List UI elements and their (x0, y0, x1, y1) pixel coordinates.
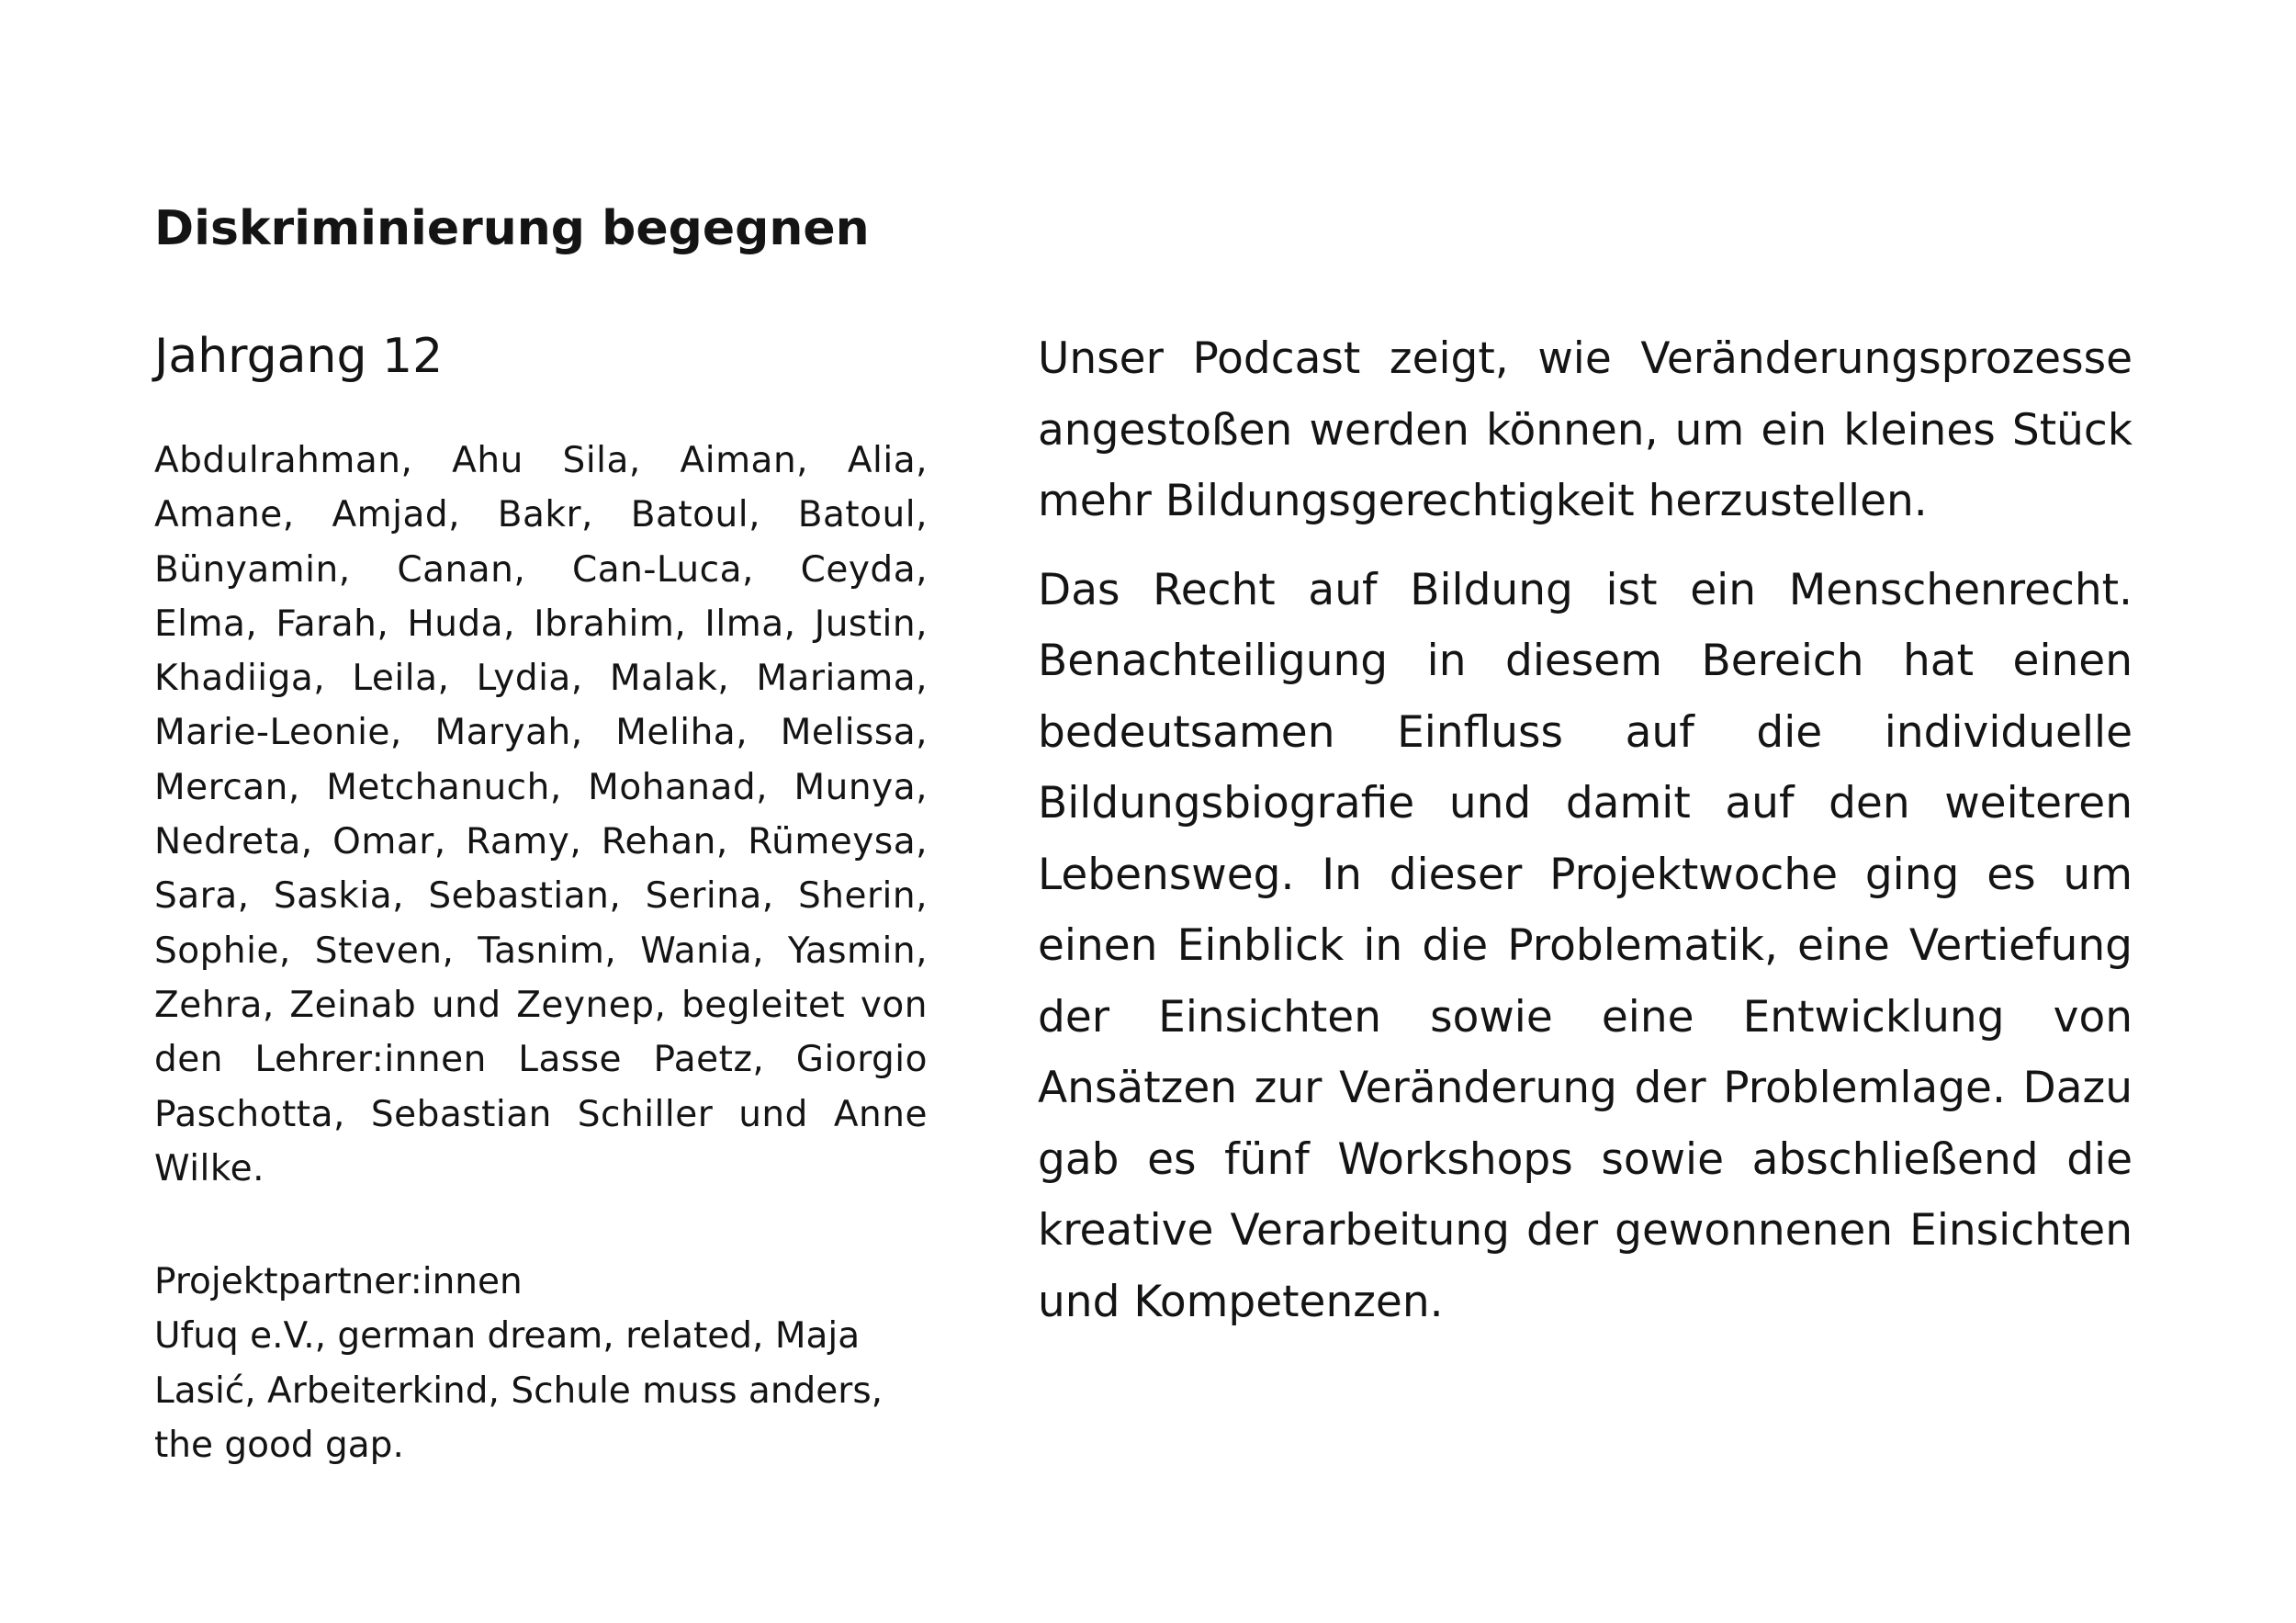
page-title: Diskriminierung begegnen (154, 201, 870, 256)
left-column (154, 323, 928, 1472)
intro-paragraph: Unser Podcast zeigt, wie Veränderungsprozesse angestoßen werden können, um ein kleines Stück mehr Bildungsgerechtigkeit herzustellen. (1038, 333, 2133, 526)
partners-label: Projektpartner:innen (154, 1261, 523, 1303)
body-paragraph: Das Recht auf Bildung ist ein Menschenrecht. Benachteiligung in diesem Bereich hat einen bedeutsamen Einfluss auf die individuelle Bildungsbiografie und damit auf den weiteren Lebensweg. In dieser Projektwoche ging es um einen Einblick in die Problematik, eine Vertiefung der Einsichten sowie eine Entwicklung von Ansätzen zur Veränderung der Problemlage. Dazu gab es fünf Workshops sowie abschließend die kreative Verarbeitung der gewonnenen Einsichten und Kompetenzen. (1038, 564, 2133, 1327)
partners-list: Ufuq e.V., german dream, related, Maja Lasić, Arbeiterkind, Schule muss anders, the good gap. (154, 1315, 884, 1467)
cohort-heading: Jahrgang 12 (154, 329, 444, 384)
participants-list: Abdulrahman, Ahu Sila, Aiman, Alia, Amane, Amjad, Bakr, Batoul, Batoul, Bünyamin, Canan, Can-Luca, Ceyda, Elma, Farah, Huda, Ibrahim, Ilma, Justin, Khadiiga, Leila, Lydia, Malak, Mariama, Marie-Leonie, Maryah, Meliha, Melissa, Mercan, Metchanuch, Mohanad, Munya, Nedreta, Omar, Ramy, Rehan, Rümeysa, Sara, Saskia, Sebastian, Serina, Sherin, Sophie, Steven, Tasnim, Wania, Yasmin, Zehra, Zeinab und Zeynep, begleitet von den Lehrer:innen Lasse Paetz, Giorgio Paschotta, Sebastian Schiller und Anne Wilke. (154, 440, 928, 1189)
right-column (1038, 323, 2133, 1337)
